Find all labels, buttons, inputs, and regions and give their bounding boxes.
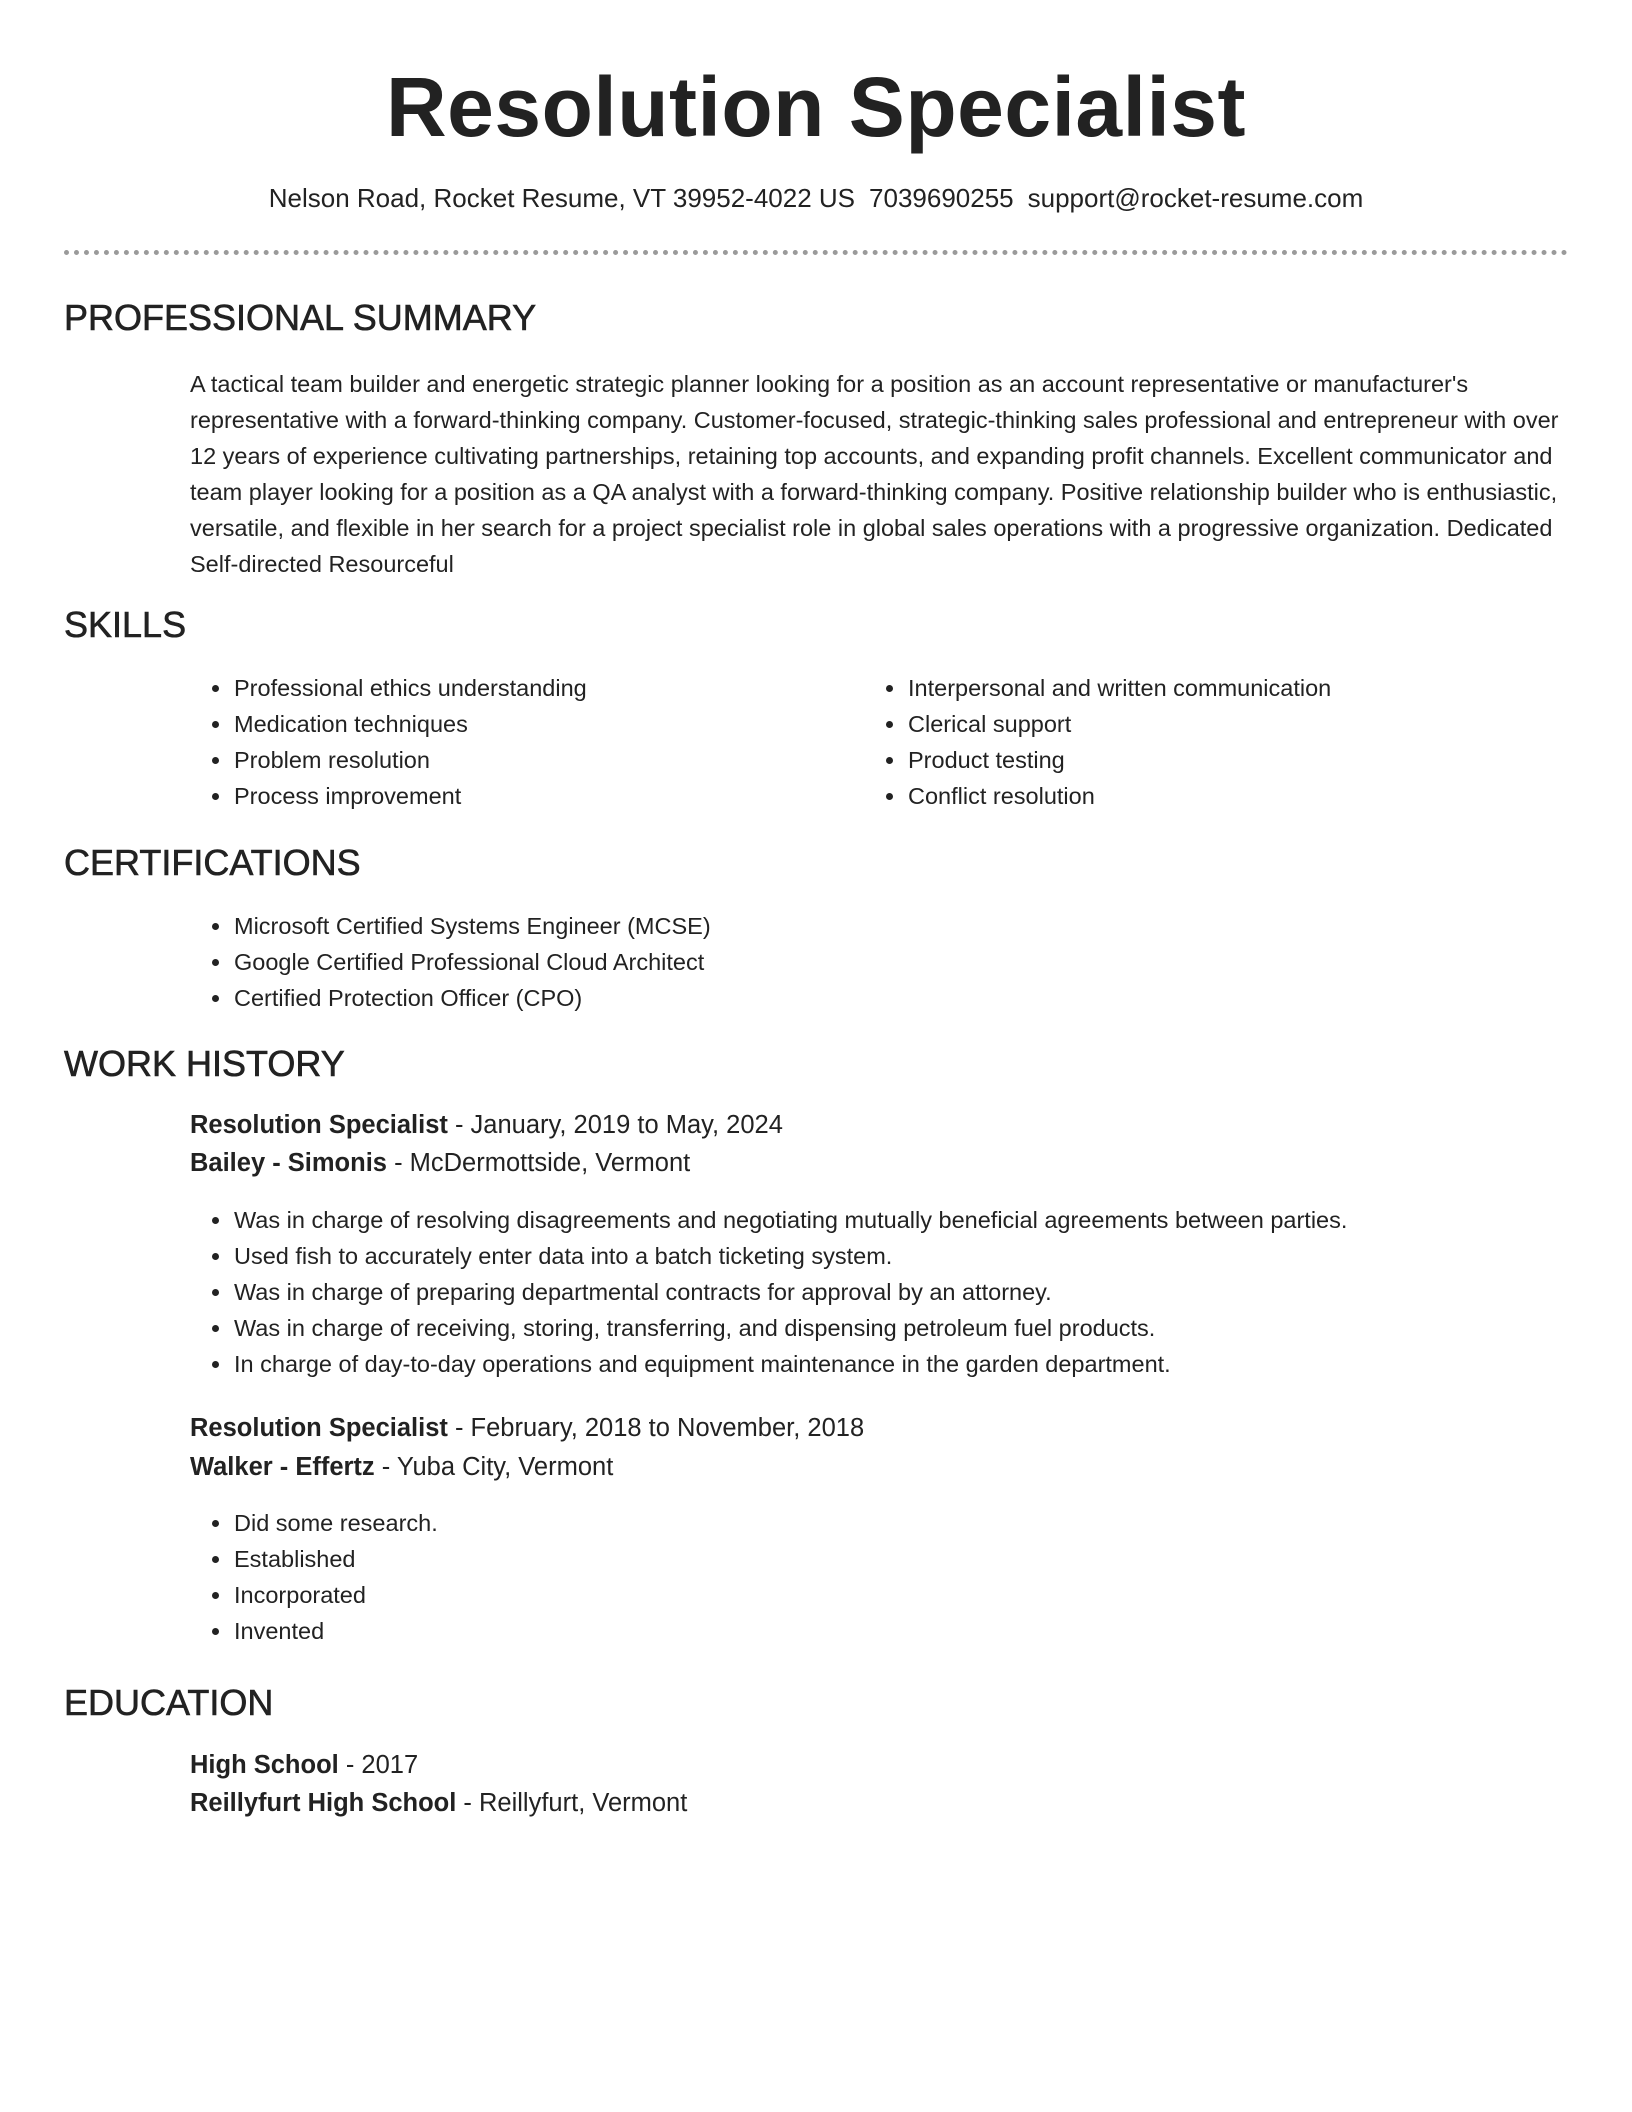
skills-list-right <box>864 670 1557 814</box>
contact-phone: 7039690255 <box>869 183 1014 213</box>
job-2-dates: - February, 2018 to November, 2018 <box>447 1414 865 1442</box>
education-year: - 2017 <box>338 1751 419 1779</box>
resume-name: Resolution Specialist <box>385 60 1246 154</box>
education-heading: EDUCATION <box>64 1682 274 1723</box>
education-degree: High School <box>190 1751 339 1779</box>
job-2-company: Walker - Effertz <box>190 1453 375 1481</box>
work-history-heading: WORK HISTORY <box>64 1043 345 1084</box>
contact-email: support@rocket-resume.com <box>1027 183 1364 213</box>
certifications-list <box>190 908 1133 1016</box>
skill-item: • Clerical support <box>907 706 1557 742</box>
summary-text: A tactical team builder and energetic strategic planner looking for a position as an account representative or manufacturer's representative with a forward-thinking company. Customer-focused, strategic-thinking sales professional and entrepreneur with over 12 years of experience cultivating partnerships, retaining top accounts, and expanding profit channels. Excellent communicator and team player looking for a position as a QA analyst with a forward-thinking company. Positive relationship builder who is enthusiastic, versatile, and flexible in her search for a project specialist role in global sales operations with a progressive organization. Dedicated Self-directed Resourceful <box>190 371 1559 577</box>
summary-heading: PROFESSIONAL SUMMARY <box>64 297 537 338</box>
job-1-title-line <box>190 1106 783 1144</box>
job-duty: • Used fish to accurately enter data into a batch ticketing system. <box>233 1238 1613 1274</box>
contact-line <box>0 180 1632 216</box>
job-1-duties <box>190 1202 1613 1382</box>
job-2-title-line <box>190 1409 864 1447</box>
education-school-line <box>190 1784 687 1822</box>
job-1-company-line <box>190 1144 690 1182</box>
skill-item: • Professional ethics understanding <box>233 670 833 706</box>
skills-heading: SKILLS <box>64 604 187 645</box>
job-2-duties <box>190 1505 1133 1649</box>
certification-item: • Google Certified Professional Cloud Architect <box>233 944 1133 980</box>
certifications-heading: CERTIFICATIONS <box>64 842 361 883</box>
job-duty: • In charge of day-to-day operations and equipment maintenance in the garden department. <box>233 1346 1613 1382</box>
certification-item: • Certified Protection Officer (CPO) <box>233 980 1133 1016</box>
job-1-dates: - January, 2019 to May, 2024 <box>447 1111 783 1139</box>
education-school: Reillyfurt High School <box>190 1789 457 1817</box>
skills-list-left <box>190 670 833 814</box>
skill-item: • Interpersonal and written communication <box>907 670 1557 706</box>
job-2-role: Resolution Specialist <box>190 1414 448 1442</box>
job-1-role: Resolution Specialist <box>190 1111 448 1139</box>
education-location: - Reillyfurt, Vermont <box>456 1789 688 1817</box>
skill-item: • Process improvement <box>233 778 833 814</box>
job-duty: • Incorporated <box>233 1577 1133 1613</box>
header-divider <box>64 250 1568 255</box>
skill-item: • Problem resolution <box>233 742 833 778</box>
certification-item: • Microsoft Certified Systems Engineer (MCSE) <box>233 908 1133 944</box>
job-duty: • Was in charge of resolving disagreements and negotiating mutually beneficial agreements between parties. <box>233 1202 1613 1238</box>
job-duty: • Was in charge of receiving, storing, transferring, and dispensing petroleum fuel products. <box>233 1310 1613 1346</box>
skill-item: • Conflict resolution <box>907 778 1557 814</box>
skill-item: • Product testing <box>907 742 1557 778</box>
job-duty: • Established <box>233 1541 1133 1577</box>
job-duty: • Invented <box>233 1613 1133 1649</box>
job-duty: • Was in charge of preparing departmental contracts for approval by an attorney. <box>233 1274 1613 1310</box>
job-1-company: Bailey - Simonis <box>190 1149 387 1177</box>
job-duty: • Did some research. <box>233 1505 1133 1541</box>
job-2-location: - Yuba City, Vermont <box>374 1453 614 1481</box>
job-1-location: - McDermottside, Vermont <box>386 1149 691 1177</box>
skill-item: • Medication techniques <box>233 706 833 742</box>
contact-address: Nelson Road, Rocket Resume, VT 39952-4022 US <box>268 183 856 213</box>
education-degree-line <box>190 1746 418 1784</box>
job-2-company-line <box>190 1448 613 1486</box>
